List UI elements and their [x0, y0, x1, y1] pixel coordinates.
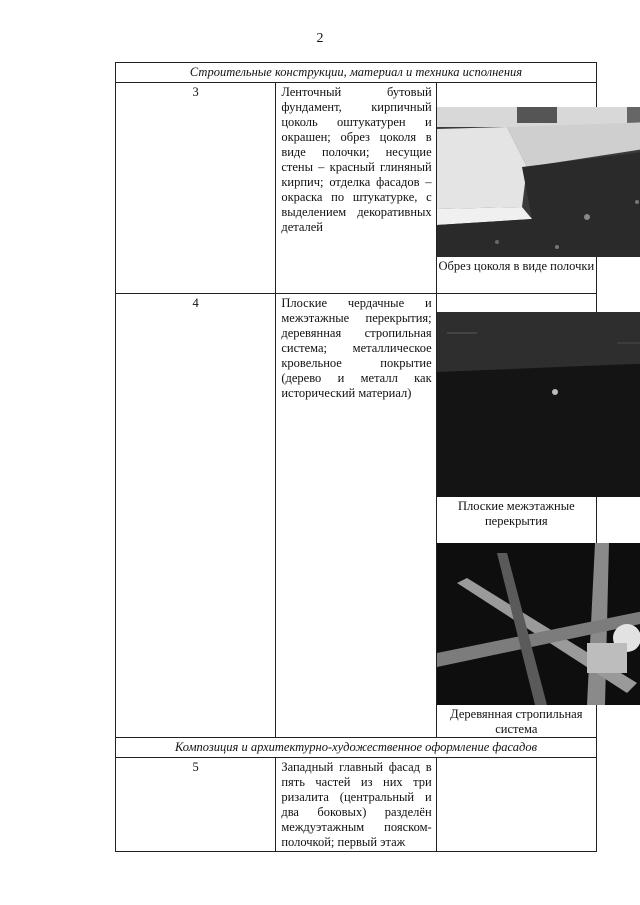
floors-photo: [437, 312, 640, 497]
row-description: Западный главный фасад в пять частей из них три ризалита (центральный и два боковых) разделён междуэтажным пояском-полочкой; первый этаж: [276, 758, 436, 852]
section-header-composition: Композиция и архитектурно-художественное оформление фасадов: [116, 738, 597, 758]
section-header-row: [116, 738, 597, 758]
row-number: 3: [116, 83, 276, 294]
page-number: 2: [316, 31, 324, 46]
photo-cell: [436, 83, 596, 294]
table-row: [116, 294, 597, 738]
photo-caption: Обрез цоколя в виде полочки: [438, 259, 595, 273]
photo-cell: [436, 758, 596, 852]
table-row: [116, 83, 597, 294]
plinth-photo: [437, 107, 640, 257]
row-description: Ленточный бутовый фундамент, кирпичный цоколь оштукатурен и окрашен; обрез цоколя в виде полочки; несущие стены – красный глиняный кирпич; отделка фасадов – окраска по штукатурке, с выделением декоративных деталей: [276, 83, 436, 294]
section-header-construction: Строительные конструкции, материал и техника исполнения: [116, 63, 597, 83]
row-description: Плоские чердачные и межэтажные перекрытия; деревянная стропильная система; металлическое кровельное покрытие (дерево и металл как исторический материал): [276, 294, 436, 738]
row-number: 4: [116, 294, 276, 738]
rafters-photo: [437, 543, 640, 705]
photo-caption: Деревянная стропильная система: [450, 707, 583, 736]
section-header-row: [116, 63, 597, 83]
row-number: 5: [116, 758, 276, 852]
photo-caption: Плоские межэтажные перекрытия: [457, 499, 575, 528]
table-row: [116, 758, 597, 852]
heritage-table: [115, 62, 597, 852]
photo-cell: [436, 294, 596, 738]
